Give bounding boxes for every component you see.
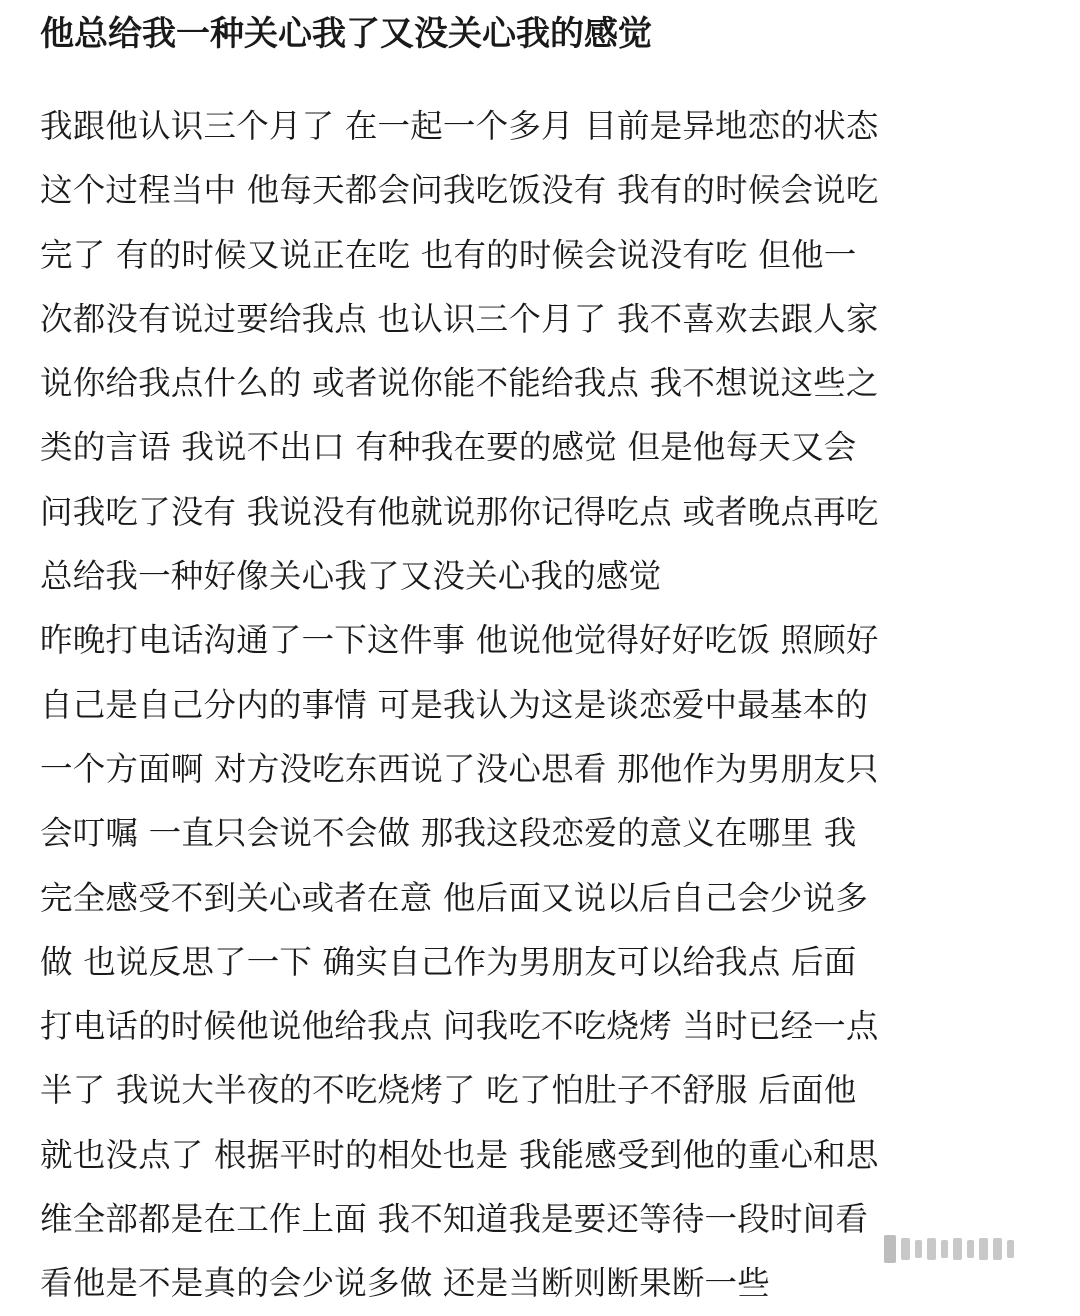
watermark-logo [878,1229,1068,1269]
watermark-glyph-icon [927,1238,936,1260]
post-body-line: 我跟他认识三个月了 在一起一个多月 目前是异地恋的状态 [40,107,879,145]
post-body-line: 昨晚打电话沟通了一下这件事 他说他觉得好好吃饭 照顾好 [40,621,879,660]
post-body-line: 打电话的时候他说他给我点 问我吃不吃烧烤 当时已经一点 [40,1007,879,1046]
post-body-line: 总给我一种好像关心我了又没关心我的感觉 [40,557,662,596]
post-body-line: 自己是自己分内的事情 可是我认为这是谈恋爱中最基本的 [40,685,869,724]
post-body-line: 这个过程当中 他每天都会问我吃饭没有 我有的时候会说吃 [40,171,879,210]
post-body-line: 就也没点了 根据平时的相处也是 我能感受到他的重心和思 [40,1135,879,1174]
post-body-line: 次都没有说过要给我点 也认识三个月了 我不喜欢去跟人家 [40,299,879,338]
post-body-line: 完了 有的时候又说正在吃 也有的时候会说没有吃 但他一 [40,235,857,274]
watermark-glyph-icon [941,1240,948,1258]
watermark-glyph-icon [953,1238,962,1260]
post-body-line: 维全部都是在工作上面 我不知道我是要还等待一段时间看 [40,1200,869,1239]
post-body-line: 说你给我点什么的 或者说你能不能给我点 我不想说这些之 [40,364,879,403]
watermark-glyph-icon [884,1235,896,1263]
watermark-glyph-icon [993,1238,1002,1260]
watermark-glyph-icon [915,1240,922,1258]
post-body-line: 做 也说反思了一下 确实自己作为男朋友可以给我点 后面 [40,942,857,981]
watermark-glyph-icon [979,1238,988,1260]
post-body-line: 半了 我说大半夜的不吃烧烤了 吃了怕肚子不舒服 后面他 [40,1071,857,1110]
post-body-line: 问我吃了没有 我说没有他就说那你记得吃点 或者晚点再吃 [40,492,879,531]
watermark-glyph-icon [1007,1240,1014,1258]
post-body [40,94,1050,1316]
watermark-glyph-icon [967,1240,974,1258]
post-body-line: 类的言语 我说不出口 有种我在要的感觉 但是他每天又会 [40,428,857,467]
post-body-line: 完全感受不到关心或者在意 他后面又说以后自己会少说多 [40,878,869,917]
post-body-line: 一个方面啊 对方没吃东西说了没心思看 那他作为男朋友只 [40,749,879,788]
watermark-glyph-icon [901,1238,910,1260]
post-body-line: 看他是不是真的会少说多做 还是当断则断果断一些 [40,1264,770,1303]
post-body-line: 会叮嘱 一直只会说不会做 那我这段恋爱的意义在哪里 我 [40,814,857,853]
post-title: 他总给我一种关心我了又没关心我的感觉 [40,14,652,54]
post [40,0,1050,1316]
